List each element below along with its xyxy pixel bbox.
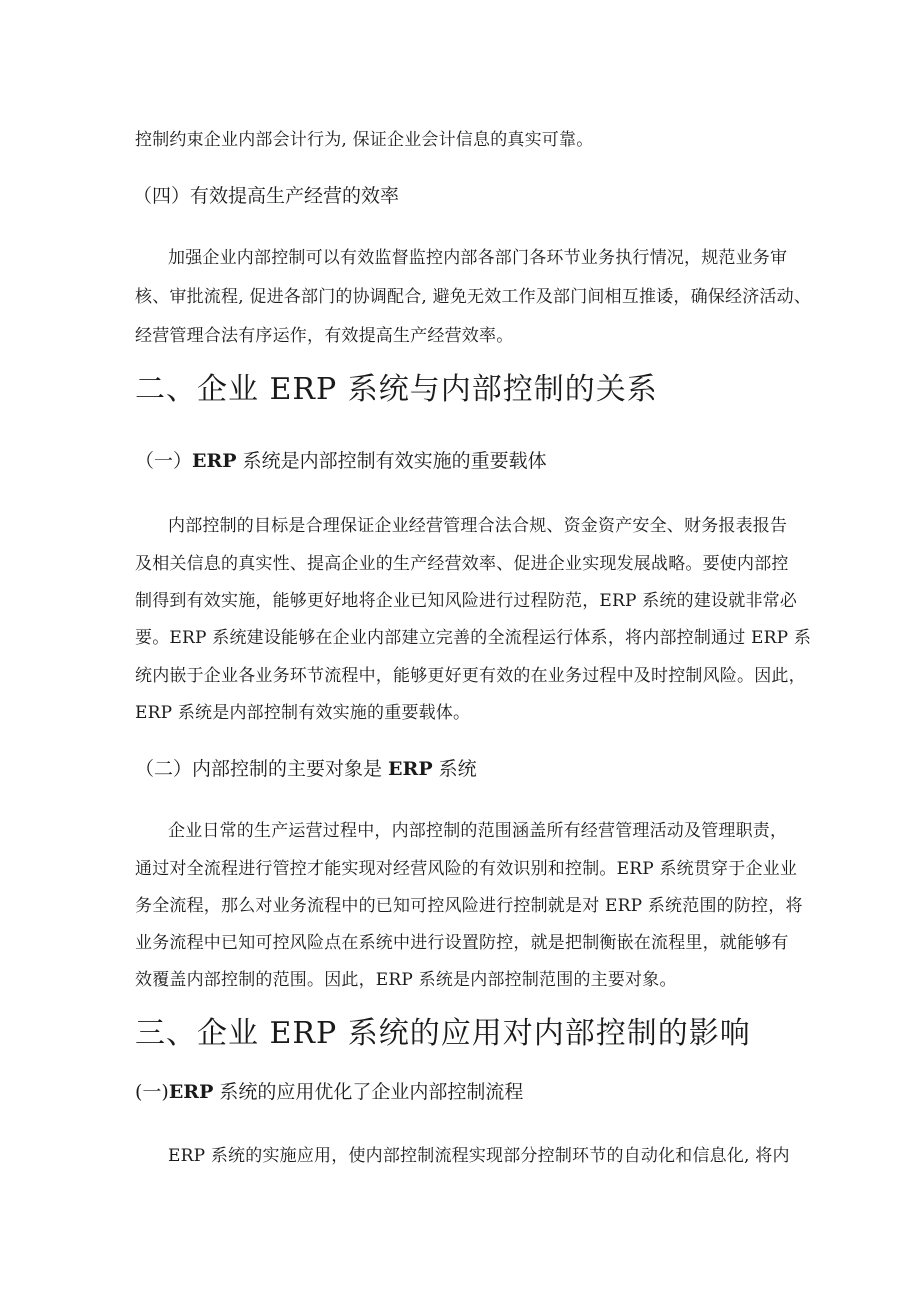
paragraph-line: 经营管理合法有序运作，有效提高生产经营效率。: [135, 326, 514, 346]
paragraph-line: 内部控制的目标是合理保证企业经营管理合法合规、资金资产安全、财务报表报告: [168, 516, 788, 536]
paragraph-line: 及相关信息的真实性、提高企业的生产经营效率、促进企业实现发展战略。要使内部控: [135, 554, 789, 574]
chapter-heading-3: 三、企业 ERP 系统的应用对内部控制的影响: [135, 1016, 751, 1051]
paragraph-line: 业务流程中已知可控风险点在系统中进行设置防控，就是把制衡嵌在流程里，就能够有: [135, 933, 789, 953]
paragraph-line: 制得到有效实施，能够更好地将企业已知风险进行过程防范，ERP 系统的建设就非常必: [135, 591, 798, 611]
section-heading-3-1: (一)ERP 系统的应用优化了企业内部控制流程: [135, 1081, 524, 1103]
paragraph-line: 控制约束企业内部会计行为, 保证企业会计信息的真实可靠。: [135, 130, 594, 150]
paragraph-line: 通过对全流程进行管控才能实现对经营风险的有效识别和控制。ERP 系统贯穿于企业业: [135, 859, 798, 879]
chapter-heading-2: 二、企业 ERP 系统与内部控制的关系: [135, 372, 658, 407]
paragraph-line: 加强企业内部控制可以有效监督监控内部各部门各环节业务执行情况，规范业务审: [168, 248, 788, 268]
paragraph-line: 企业日常的生产运营过程中，内部控制的范围涵盖所有经营管理活动及管理职责，: [168, 821, 788, 841]
paragraph-line: ERP 系统的实施应用，使内部控制流程实现部分控制环节的自动化和信息化, 将内: [168, 1146, 790, 1166]
paragraph-line: ERP 系统是内部控制有效实施的重要载体。: [135, 703, 471, 723]
paragraph-line: 核、审批流程, 促进各部门的协调配合, 避免无效工作及部门间相互推诿，确保经济活动、: [135, 287, 812, 307]
paragraph-line: 务全流程，那么对业务流程中的已知可控风险进行控制就是对 ERP 系统范围的防控，将: [135, 896, 803, 916]
paragraph-line: 效覆盖内部控制的范围。因此，ERP 系统是内部控制范围的主要对象。: [135, 970, 677, 990]
paragraph-line: 统内嵌于企业各业务环节流程中，能够更好更有效的在业务过程中及时控制风险。因此，: [135, 666, 806, 686]
section-heading-2-2: （二）内部控制的主要对象是 ERP 系统: [135, 758, 477, 780]
paragraph-line: 要。ERP 系统建设能够在企业内部建立完善的全流程运行体系，将内部控制通过 ERP 系: [135, 628, 812, 648]
section-heading-4: （四）有效提高生产经营的效率: [133, 185, 400, 207]
section-heading-2-1: （一）ERP 系统是内部控制有效实施的重要载体: [135, 450, 547, 472]
